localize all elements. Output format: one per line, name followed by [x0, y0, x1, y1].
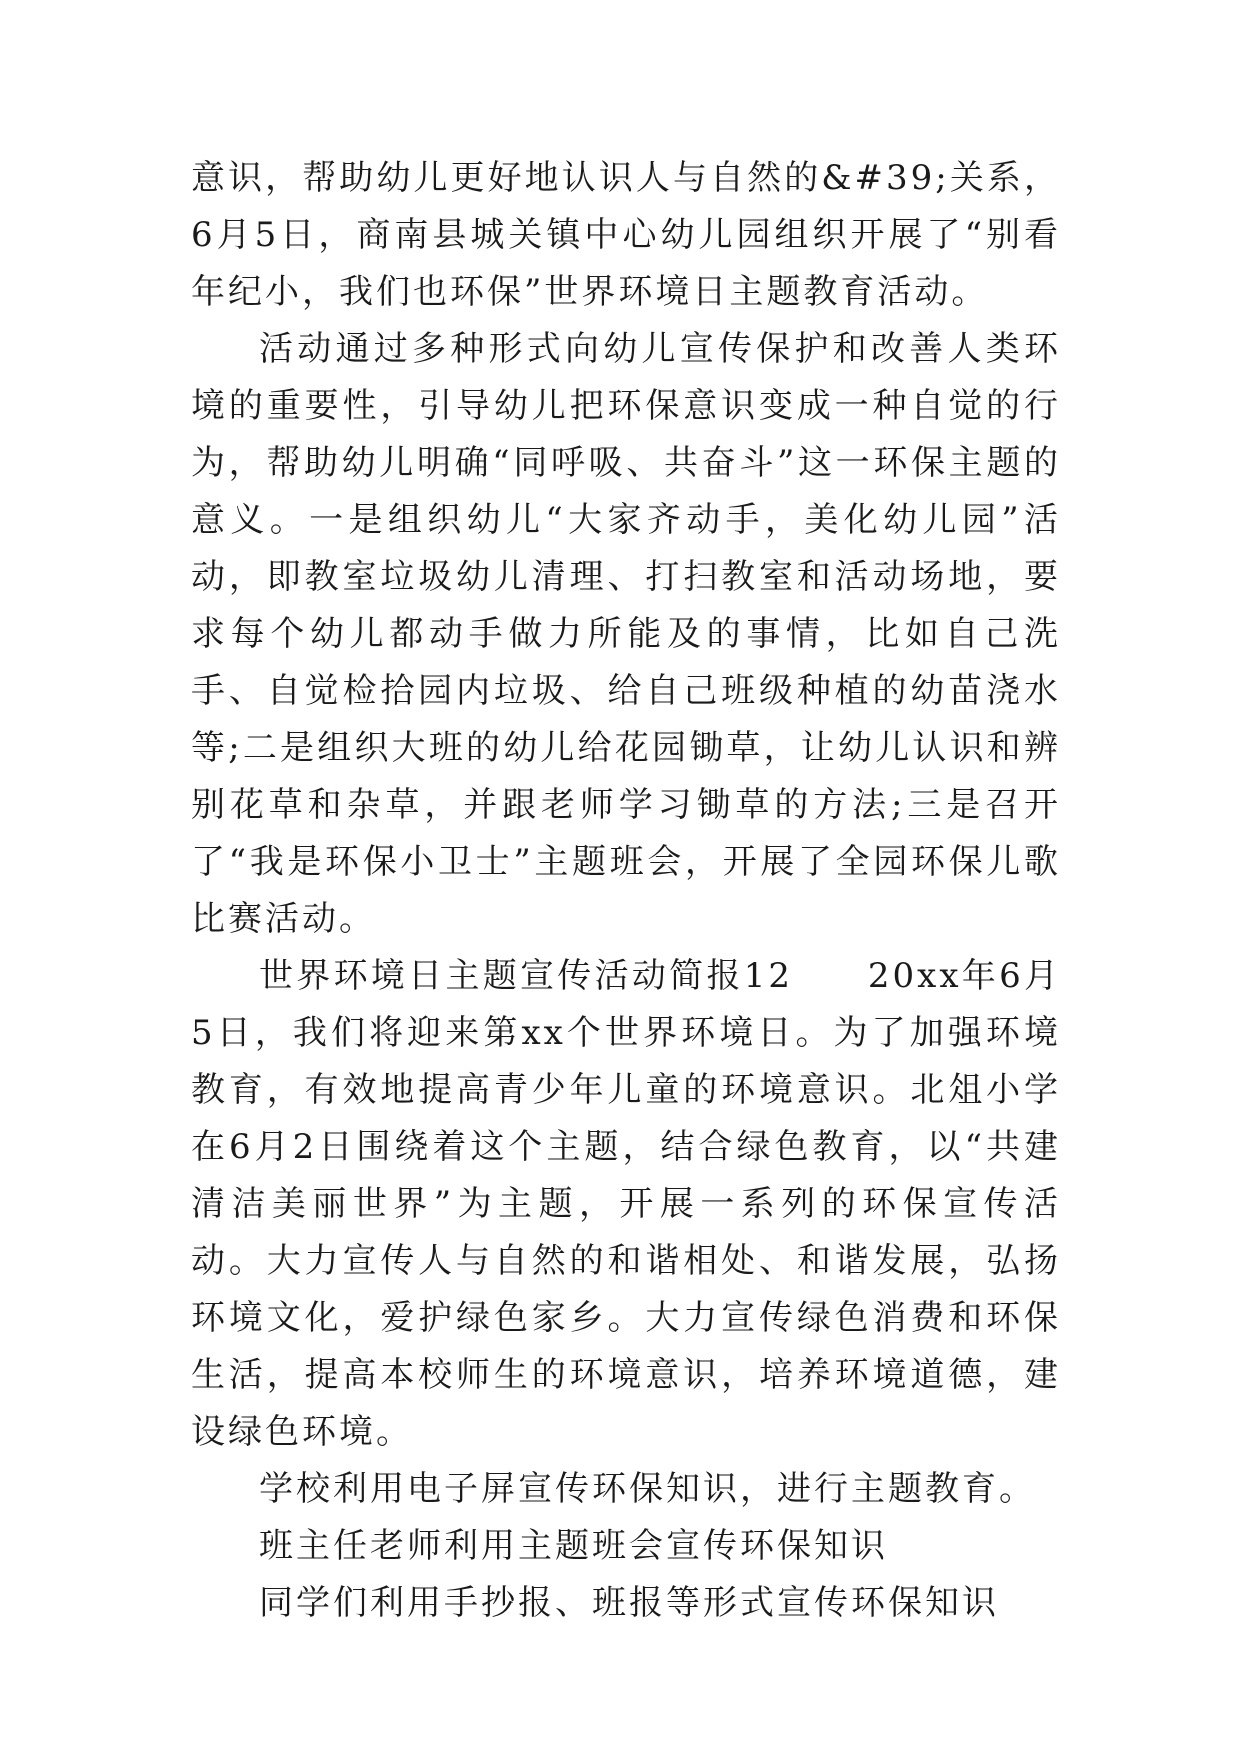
document-body: [191, 150, 1061, 1632]
paragraph-6: 同学们利用手抄报、班报等形式宣传环保知识: [259, 1583, 999, 1623]
paragraph-5: 班主任老师利用主题班会宣传环保知识: [259, 1526, 888, 1566]
paragraph-4: 学校利用电子屏宣传环保知识，进行主题教育。: [259, 1469, 1036, 1509]
paragraph-3: 世界环境日主题宣传活动简报12 20xx年6月5日，我们将迎来第xx个世界环境日。为了加强环境教育，有效地提高青少年儿童的环境意识。北俎小学在6月2日围绕着这个主题，结合绿色教育，以“共建清洁美丽世界”为主题，开展一系列的环保宣传活动。大力宣传人与自然的和谐相处、和谐发展，弘扬环境文化，爱护绿色家乡。大力宣传绿色消费和环保生活，提高本校师生的环境意识，培养环境道德，建设绿色环境。: [191, 956, 1061, 1452]
paragraph-2: 活动通过多种形式向幼儿宣传保护和改善人类环境的重要性，引导幼儿把环保意识变成一种自觉的行为，帮助幼儿明确“同呼吸、共奋斗”这一环保主题的意义。一是组织幼儿“大家齐动手，美化幼儿园”活动，即教室垃圾幼儿清理、打扫教室和活动场地，要求每个幼儿都动手做力所能及的事情，比如自己洗手、自觉检拾园内垃圾、给自己班级种植的幼苗浇水等;二是组织大班的幼儿给花园锄草，让幼儿认识和辨别花草和杂草，并跟老师学习锄草的方法;三是召开了“我是环保小卫士”主题班会，开展了全园环保儿歌比赛活动。: [191, 329, 1061, 939]
paragraph-1: 意识，帮助幼儿更好地认识人与自然的&#39;关系，6月5日，商南县城关镇中心幼儿园组织开展了“别看年纪小，我们也环保”世界环境日主题教育活动。: [191, 158, 1061, 312]
